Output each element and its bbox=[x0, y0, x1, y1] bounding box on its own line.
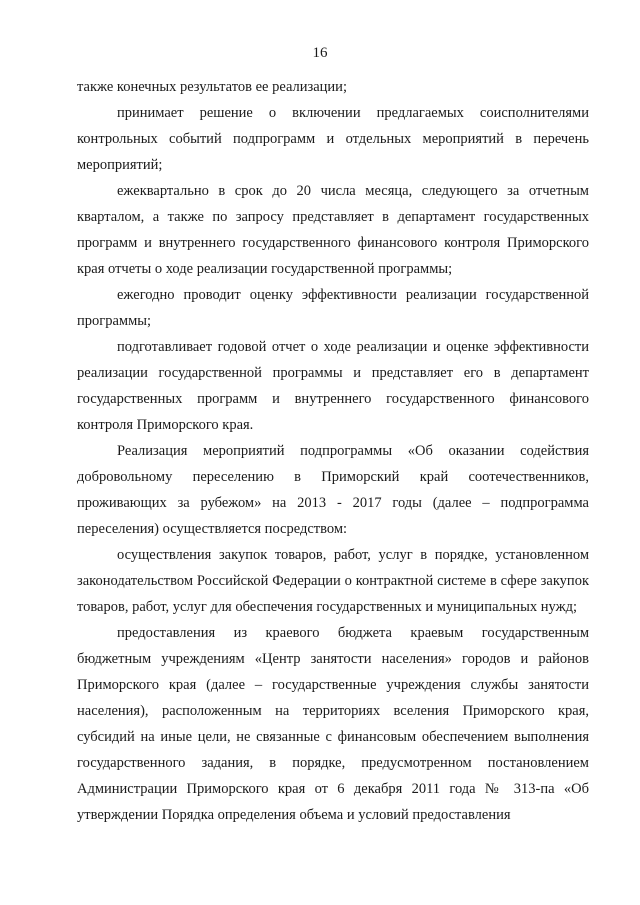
paragraph-quarterly-report: ежеквартально в срок до 20 числа месяца, следующего за отчетным кварталом, а также по запросу представляет в департамент государственных программ и внутреннего государственного финансового контроля Приморского края отчеты о ходе реализации государственной программы; bbox=[77, 183, 589, 277]
paragraph-resettlement-subprogram: Реализация мероприятий подпрограммы «Об оказании содействия добровольному переселению в Приморский край соотечественников, проживающих за рубежом» на 2013 - 2017 годы (далее – подпрограмма переселения) осуществляется посредством: bbox=[77, 443, 589, 537]
paragraph-efficiency-assessment: ежегодно проводит оценку эффективности реализации государственной программы; bbox=[77, 287, 589, 329]
paragraph-subsidies: предоставления из краевого бюджета краевым государственным бюджетным учреждениям «Центр занятости населения» городов и районов Приморского края (далее – государственные учреждения службы занятости населения), расположенным на территориях вселения Приморского края, субсидий на иные цели, не связанные с финансовым обеспечением выполнения государственного задания, в порядке, предусмотренном постановлением Администрации Приморского края от 6 декабря 2011 года № 313-па «Об утверждении Порядка определения объема и условий предоставления bbox=[77, 625, 589, 823]
paragraph-decision: принимает решение о включении предлагаемых соисполнителями контрольных событий подпрограмм и отдельных мероприятий в перечень мероприятий; bbox=[77, 105, 589, 173]
paragraph-continuation: также конечных результатов ее реализации; bbox=[77, 79, 347, 95]
paragraph-annual-report: подготавливает годовой отчет о ходе реализации и оценке эффективности реализации государственной программы и представляет его в департамент государственных программ и внутреннего государственного финансового контроля Приморского края. bbox=[77, 339, 589, 433]
page-number: 16 bbox=[312, 45, 328, 61]
document-body bbox=[77, 74, 589, 828]
paragraph-procurement: осуществления закупок товаров, работ, услуг в порядке, установленном законодательством Российской Федерации о контрактной системе в сфере закупок товаров, работ, услуг для обеспечения государственных и муниципальных нужд; bbox=[77, 547, 589, 615]
